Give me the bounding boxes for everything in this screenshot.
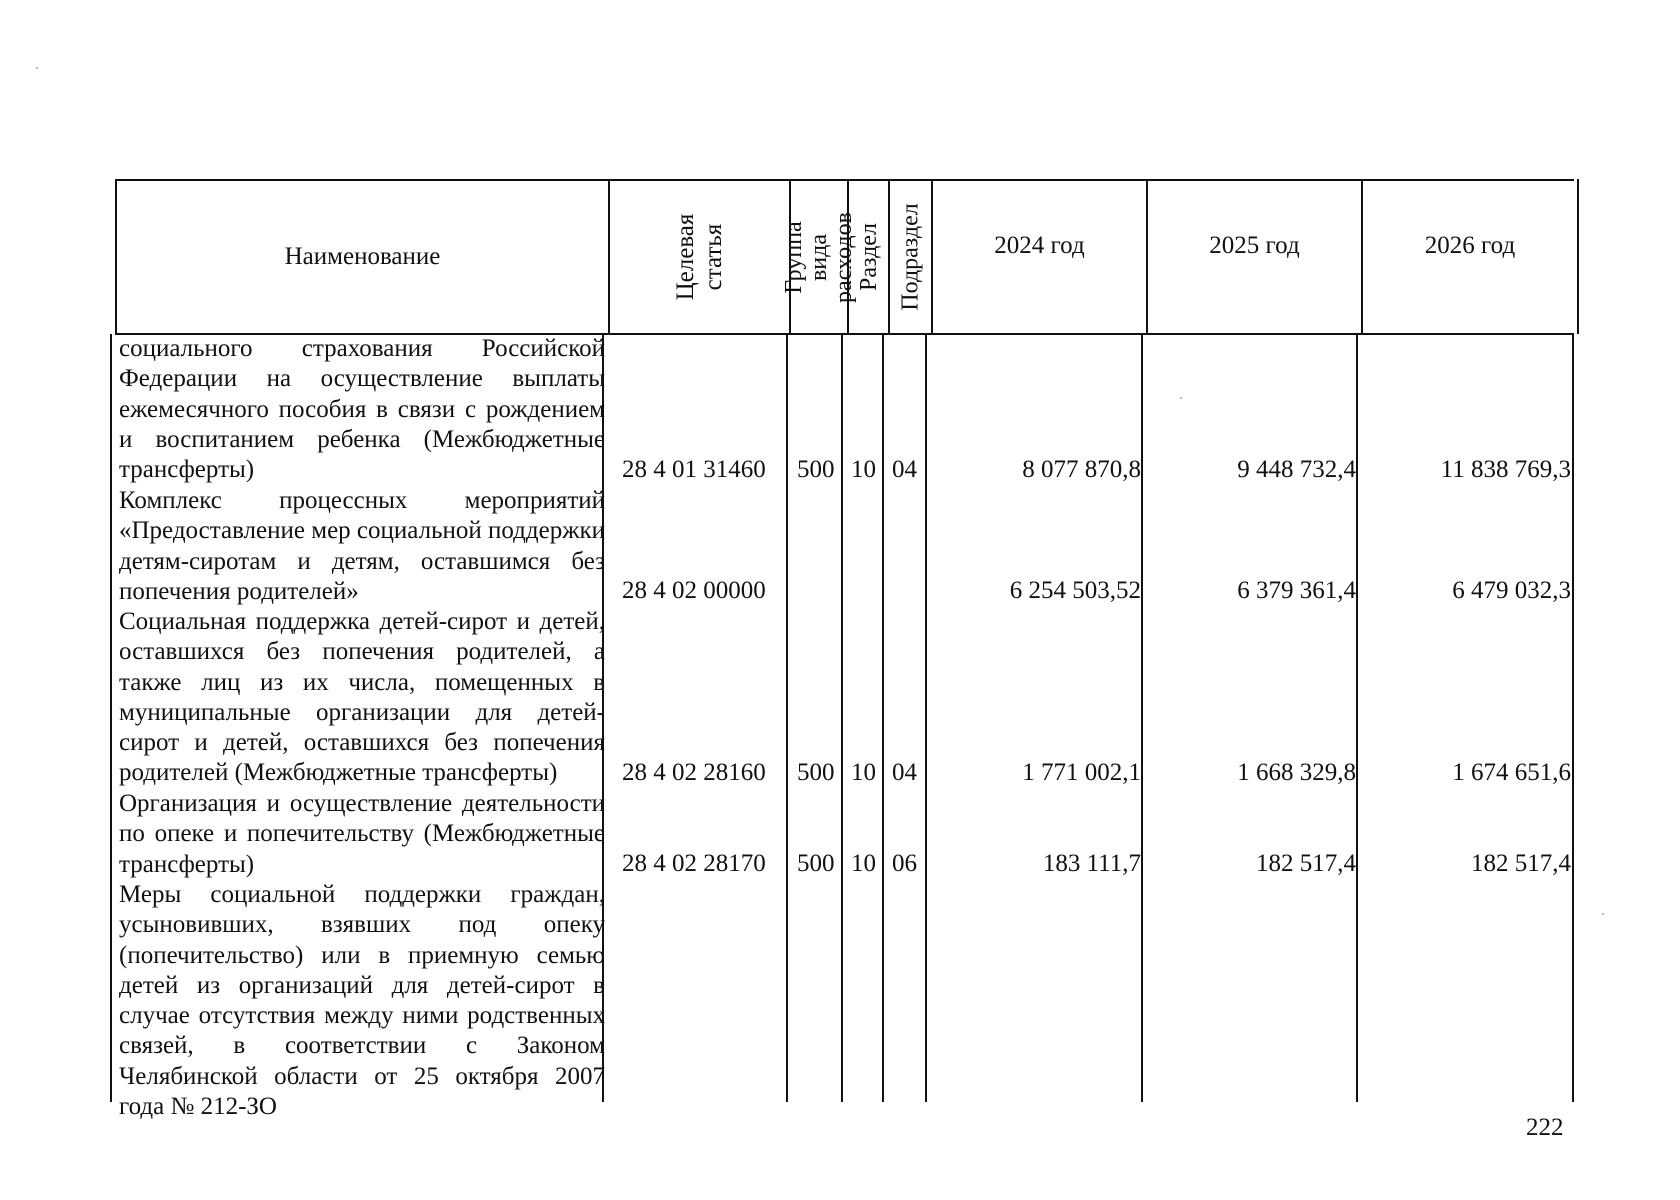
- row-2-code: 28 4 02 00000: [622, 577, 766, 604]
- row-1-y2026: 11 838 769,3: [1440, 456, 1571, 483]
- header-target-article: [610, 181, 789, 333]
- header-year-2026: 2026 год: [1424, 232, 1516, 259]
- row-2-y2026: 6 479 032,3: [1452, 577, 1571, 604]
- header-expense-group: [780, 181, 857, 333]
- row-4-section: 10: [851, 850, 876, 877]
- col-divider-2-body: [786, 334, 788, 1102]
- row-4-y2024: 183 111,7: [1042, 850, 1141, 877]
- row-3-subsection: 04: [892, 759, 917, 786]
- header-subsection: [890, 181, 931, 333]
- row-2-y2024: 6 254 503,52: [1009, 577, 1141, 604]
- table-right-border-header: [1577, 179, 1579, 334]
- row-4-name: Организация и осуществление деятельности по опеке и попечительству (Межбюджетные трансферты): [119, 790, 605, 878]
- row-4-code: 28 4 02 28170: [622, 850, 766, 877]
- header-section: [849, 181, 888, 333]
- header-target-article-text: Целевая статья: [671, 213, 727, 301]
- row-3-name: Социальная поддержка детей-сирот и детей, оставшихся без попечения родителей, а также лиц из их числа, помещенных в муниципальные организации для детей-сирот и детей, оставшихся без попечения родителей (Межбюджетные трансферты): [119, 608, 605, 787]
- row-3-group: 500: [797, 759, 835, 786]
- row-2-name: Комплекс процессных мероприятий «Предоставление мер социальной поддержки детям-сиротам и детям, оставшимся без попечения родителей»: [119, 487, 605, 605]
- row-3-code: 28 4 02 28160: [622, 759, 766, 786]
- header-year-2025: 2025 год: [1209, 232, 1300, 259]
- scan-speck: [36, 67, 38, 69]
- row-4-y2026: 182 517,4: [1471, 850, 1571, 877]
- row-1-name: социального страхования Российской Федерации на осуществление выплаты ежемесячного пособия в связи с рождением и воспитанием ребенка (Межбюджетные трансферты): [119, 335, 605, 484]
- table-right-border-body: [1572, 334, 1574, 1102]
- row-1-section: 10: [851, 456, 876, 483]
- header-name: Наименование: [284, 243, 441, 270]
- col-divider-7-body: [1356, 334, 1358, 1102]
- row-3-y2025: 1 668 329,8: [1237, 759, 1356, 786]
- row-3-y2026: 1 674 651,6: [1452, 759, 1571, 786]
- scan-speck: [1602, 913, 1604, 915]
- row-3-section: 10: [851, 759, 876, 786]
- col-divider-5-body: [925, 334, 927, 1102]
- col-divider-3-body: [841, 334, 843, 1102]
- row-1-group: 500: [797, 456, 835, 483]
- row-1-subsection: 04: [892, 456, 917, 483]
- table-left-border-body: [110, 334, 112, 1102]
- header-year-2024: 2024 год: [994, 232, 1085, 259]
- header-section-text: Раздел: [855, 223, 882, 291]
- header-expense-group-text: Группа вида расходов: [780, 211, 857, 303]
- row-1-code: 28 4 01 31460: [622, 456, 766, 483]
- row-3-y2024: 1 771 002,1: [1022, 759, 1141, 786]
- row-4-group: 500: [797, 850, 835, 877]
- page-number: 222: [1526, 1114, 1564, 1141]
- header-subsection-text: Подраздел: [897, 203, 924, 311]
- row-1-y2025: 9 448 732,4: [1237, 456, 1356, 483]
- row-4-subsection: 06: [892, 850, 917, 877]
- scan-speck: [1180, 397, 1182, 399]
- row-2-y2025: 6 379 361,4: [1237, 577, 1356, 604]
- row-1-y2024: 8 077 870,8: [1022, 456, 1141, 483]
- col-divider-6-body: [1141, 334, 1143, 1102]
- row-5-name: Меры социальной поддержки граждан, усыновивших, взявших под опеку (попечительство) или в приемную семью детей из организаций для детей-сирот в случае отсутствия между ними родственных связей, в соответствии с Законом Челябинской области от 25 октября 2007 года № 212-ЗО: [119, 881, 605, 1121]
- col-divider-4-body: [882, 334, 884, 1102]
- row-4-y2025: 182 517,4: [1256, 850, 1356, 877]
